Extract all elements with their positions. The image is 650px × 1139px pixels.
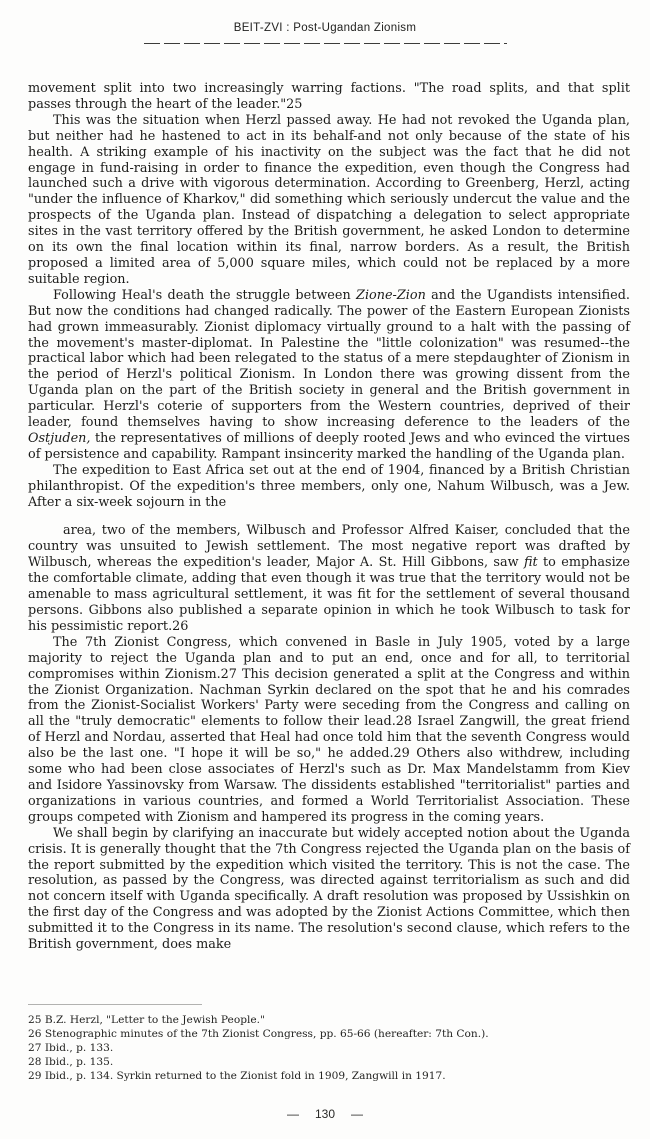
text-segment: We shall begin by clarifying an inaccurate but widely accepted notion about the Uganda crisis. It is generally thought that the 7th Congress rejected the Uganda plan on the basis of the report submitted by the expedition which visited the territory. This is not the case. The resolution, as passed by the Congress, was directed against territorialism as such and did not concern itself with Uganda specifically. A draft resolution was proposed by Ussishkin on the first day of the Congress and was adopted by the Zionist Actions Committee, which then submitted it to the Congress in its name. The resolution's second clause, which refers to the British government, does make — [28, 825, 630, 953]
text-segment: the representatives of millions of deeply rooted Jews and who evinced the virtues of persistence and capability. Rampant insincerity marked the handling of the Uganda plan. — [28, 430, 630, 462]
footnote-item: 26 Stenographic minutes of the 7th Zionist Congress, pp. 65-66 (hereafter: 7th Con.). — [28, 1028, 489, 1040]
text-segment: area, two of the members, Wilbusch and Professor Alfred Kaiser, concluded that the country was unsuited to Jewish settlement. The most negative report was drafted by Wilbusch, whereas the expedition's leader, Major A. St. Hill Gibbons, saw — [28, 523, 630, 571]
text-segment: and the Ugandists intensified. But now the conditions had changed radically. The power of the Eastern European Zionists had grown immeasurably. Zionist diplomacy virtually ground to a halt with the passing of the movement's master-diplomat. In Palestine the "little colonization" was resumed--the practical labor which had been relegated to the status of a mere stepdaughter of Zionism in the period of Herzl's political Zionism. In London there was growing dissent from the Uganda plan on the part of the British society in general and the British government in particular. Herzl's coterie of supporters from the Western countries, deprived of their leader, found themselves having to show increasing deference to the leaders of the — [28, 287, 630, 431]
paragraph — [28, 463, 630, 511]
body-text — [28, 81, 630, 953]
text-segment: This was the situation when Herzl passed away. He had not revoked the Uganda plan, but neither had he hastened to act in its behalf-and not only because of the state of his health. A striking example of his inactivity on the subject was the fact that he did not engage in fund-raising in order to finance the expedition, even though the Congress had launched such a drive with vigorous determination. According to Greenberg, Herzl, acting "under the influence of Kharkov," did something which seriously undercut the value and the prospects of the Uganda plan. Instead of dispatching a delegation to select appropriate sites in the vast territory offered by the British government, he asked London to determine on its own the final location within its final, narrow borders. As a result, the British proposed a limited area of 5,000 square miles, which could not be replaced by a more suitable region. — [28, 112, 630, 287]
text-segment: The 7th Zionist Congress, which convened in Basle in July 1905, voted by a large majority to reject the Uganda plan and to put an end, once and for all, to territorial compromises within Zionism.27 This decision generated a split at the Congress and within the Zionist Organization. Nachman Syrkin declared on the spot that he and his comrades from the Zionist-Socialist Workers' Party were seceding from the Congress and calling on all the "truly democratic" elements to follow their lead.28 Israel Zangwill, the great friend of Herzl and Nordau, asserted that Heal had once told him that the seventh Congress would also be the last one. "I hope it will be so," he added.29 Others also withdrew, including some who had been close associates of Herzl's such as Dr. Max Mandelstamm from Kiev and Isidore Yassinovsky from Warsaw. The dissidents established "territorialist" parties and organizations in various countries, and formed a World Territorialist Association. These groups competed with Zionism and hampered its progress in the coming years. — [28, 634, 630, 825]
paragraph — [28, 81, 630, 113]
footnote-separator-rule — [28, 1004, 202, 1005]
page-header — [0, 0, 650, 44]
footnote-item: 29 Ibid., p. 134. Syrkin returned to the Zionist fold in 1909, Zangwill in 1917. — [28, 1070, 446, 1082]
page-footer — [0, 1107, 650, 1121]
italic-text-segment: Zione-Zion — [356, 287, 426, 303]
footnote-item: 25 B.Z. Herzl, "Letter to the Jewish People." — [28, 1014, 265, 1026]
text-segment: The expedition to East Africa set out at the end of 1904, financed by a British Christian philanthropist. Of the expedition's three members, only one, Nahum Wilbusch, was a Jew. After a six-week sojourn in the — [28, 462, 630, 510]
text-segment: to emphasize the comfortable climate, adding that even though it was true that the territory would not be amenable to mass agricultural settlement, it was fit for the settlement of several thousand persons. Gibbons also published a separate opinion in which he took Wilbusch to task for his pessimistic report.26 — [28, 555, 630, 634]
footnotes-section — [28, 1004, 618, 1083]
footnote-item: 28 Ibid., p. 135. — [28, 1056, 114, 1068]
paragraph — [28, 113, 630, 288]
footer-dash-right: — — [351, 1107, 364, 1121]
page-number: 130 — [314, 1107, 336, 1121]
paragraph — [28, 523, 630, 634]
footnote-item: 27 Ibid., p. 133. — [28, 1042, 114, 1054]
paragraph — [28, 288, 630, 463]
header-dashed-rule — [144, 42, 507, 44]
footnote-list — [28, 1013, 618, 1083]
paragraph — [28, 826, 630, 953]
running-head-title: BEIT-ZVI : Post-Ugandan Zionism — [233, 22, 417, 34]
footer-dash-left: — — [286, 1107, 299, 1121]
italic-text-segment: Ostjuden, — [28, 430, 91, 446]
paragraph — [28, 635, 630, 826]
italic-text-segment: fit — [523, 555, 538, 571]
text-segment: Following Heal's death the struggle between — [53, 287, 357, 303]
text-segment: movement split into two increasingly warring factions. "The road splits, and that split passes through the heart of the leader."25 — [28, 81, 630, 112]
